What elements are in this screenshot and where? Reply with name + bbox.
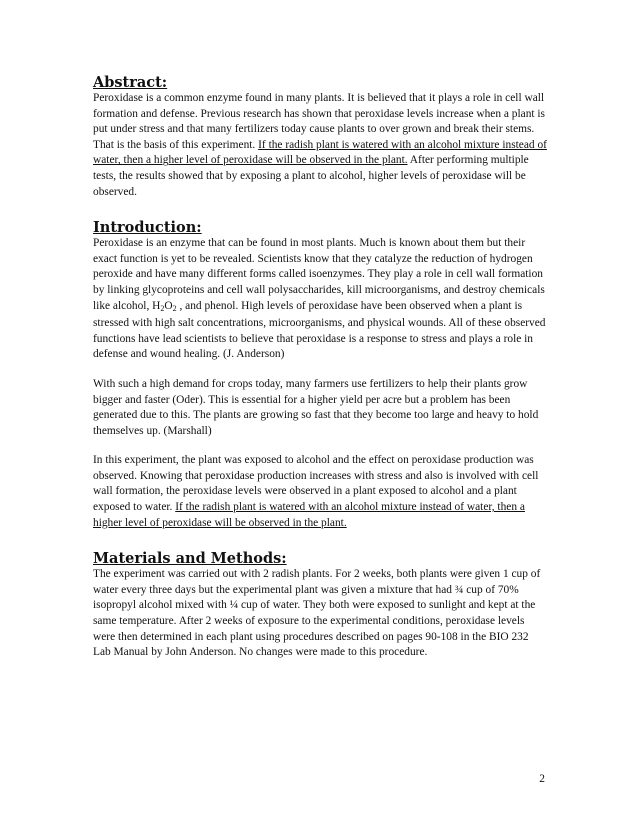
abstract-heading: Abstract:: [93, 74, 168, 91]
intro-text-mid: O: [164, 299, 173, 312]
document-page: [93, 74, 548, 661]
introduction-paragraph-2: With such a high demand for crops today, many farmers use fertilizers to help their plants grow bigger and faster (Oder). This is essential for a higher yield per acre but a problem has been generated due to this. The plants are growing so fast that they become too large and heavy to hold themselves up. (Marshall): [93, 377, 539, 437]
intro-text-a: Peroxidase is an enzyme that can be found in most plants. Much is known about them but their exact function is yet to be revealed. Scientists know that they catalyze the reduction of hydrogen peroxide and have many different forms called isoenzymes. They play a role in cell wall formation by linking glycoproteins and cell wall polysaccharides, kill microorganisms, and destroy chemicals like alcohol, H: [93, 237, 545, 312]
abstract-section: [93, 74, 548, 200]
introduction-heading: Introduction:: [93, 219, 202, 237]
abstract-text-b: After performing multiple tests, the results showed that by exposing a plant to alcohol, higher levels of peroxidase will be observed.: [93, 154, 529, 198]
introduction-paragraph-1: [93, 236, 548, 363]
methods-section: [93, 550, 548, 661]
intro-p3-text: In this experiment, the plant was exposed to alcohol and the effect on peroxidase production was observed. Knowing that peroxidase production increases with stress and also is involved with cell wall formation, the peroxidase levels were observed in a plant exposed to alcohol and a plant exposed to water.: [93, 454, 539, 514]
abstract-text-a: Peroxidase is a common enzyme found in many plants. It is believed that it plays a role in cell wall formation and defense. Previous research has shown that peroxidase levels increase when a plant is put under stress and that many fertilizers today cause plants to over grown and break their stems. That is the basis of this experiment.: [93, 92, 545, 151]
intro-text-b: , and phenol. High levels of peroxidase have been observed when a plant is stressed with high salt concentrations, microorganisms, and physical wounds. All of these observed functions have lead scientists to believe that peroxidase is a response to stress and plays a role in defense and wound healing. (J. Anderson): [93, 299, 546, 361]
methods-paragraph: The experiment was carried out with 2 radish plants. For 2 weeks, both plants were given 1 cup of water every three days but the experimental plant was given a mixture that had ¾ cup of 70% isopropyl alcohol mixed with ¼ cup of water. They both were exposed to sunlight and kept at the same temperature. After 2 weeks of exposure to the experimental conditions, peroxidase levels were then determined in each plant using procedures described on pages 90-108 in the BIO 232 Lab Manual by John Anderson. No changes were made to this procedure.: [93, 568, 541, 659]
introduction-paragraph-3: [93, 453, 548, 531]
abstract-hypothesis: If the radish plant is watered with an alcohol mixture instead of water, then a higher level of peroxidase will be observed in the plant.: [93, 138, 547, 167]
intro-hypothesis: If the radish plant is watered with an alcohol mixture instead of water, then a higher level of peroxidase will be observed in the plant.: [93, 501, 525, 529]
intro-subscript-2: 2: [172, 303, 177, 313]
introduction-section: [93, 219, 548, 531]
abstract-paragraph: [93, 91, 548, 200]
methods-heading: Materials and Methods:: [93, 550, 287, 568]
intro-subscript-1: 2: [160, 303, 165, 313]
page-number: 2: [539, 773, 545, 785]
